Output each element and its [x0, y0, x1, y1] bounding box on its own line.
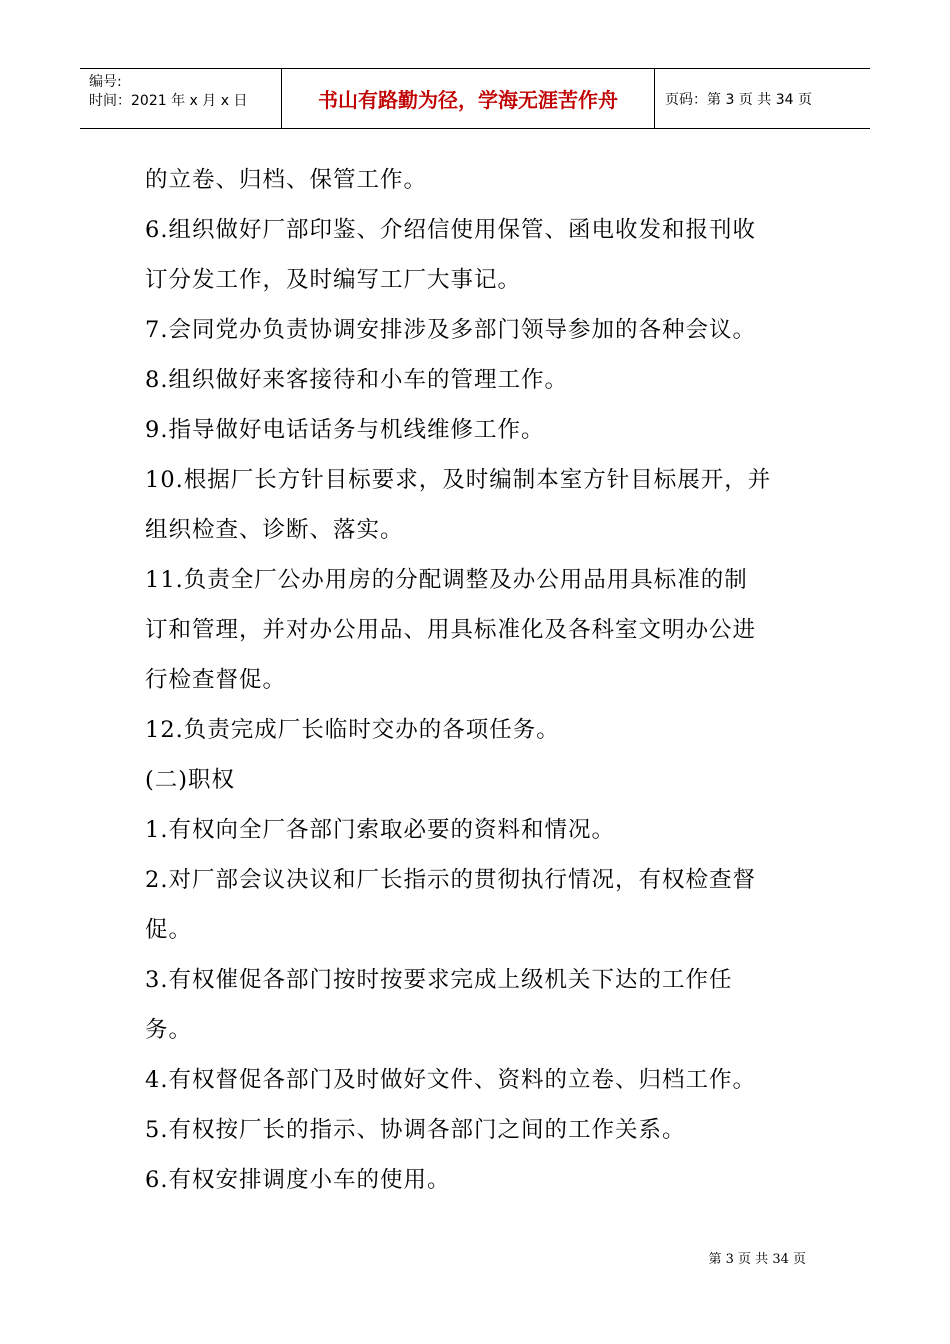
body-line: 务。 [145, 1017, 193, 1043]
body-line: 的立卷、归档、保管工作。 [145, 167, 428, 193]
body-line: 4.有权督促各部门及时做好文件、资料的立卷、归档工作。 [145, 1067, 756, 1093]
body-line: 11.负责全厂公办用房的分配调整及办公用品用具标准的制 [145, 567, 748, 593]
body-line: 1.有权向全厂各部门索取必要的资料和情况。 [145, 817, 615, 843]
section-heading: (二)职权 [145, 767, 236, 793]
document-date: 时间：2021 年 x 月 x 日 [89, 93, 248, 109]
header-meta [80, 69, 282, 128]
body-line: 5.有权按厂长的指示、协调各部门之间的工作关系。 [145, 1117, 686, 1143]
body-line: 6.有权安排调度小车的使用。 [145, 1167, 451, 1193]
body-line: 2.对厂部会议决议和厂长指示的贯彻执行情况，有权检查督 [145, 867, 756, 893]
page-footer: 第 3 页 共 34 页 [708, 1252, 806, 1267]
body-line: 7.会同党办负责协调安排涉及多部门领导参加的各种会议。 [145, 317, 756, 343]
body-line: 组织检查、诊断、落实。 [145, 517, 404, 543]
body-line: 订和管理，并对办公用品、用具标准化及各科室文明办公进 [145, 617, 757, 643]
body-line: 10.根据厂长方针目标要求，及时编制本室方针目标展开，并 [145, 467, 772, 493]
document-number: 编号: [89, 74, 122, 90]
page-header [80, 68, 870, 129]
document-body [145, 155, 825, 1205]
body-line: 行检查督促。 [145, 667, 287, 693]
body-line: 9.指导做好电话话务与机线维修工作。 [145, 417, 545, 443]
header-motto: 书山有路勤为径，学海无涯苦作舟 [282, 69, 655, 128]
header-page-number: 页码：第 3 页 共 34 页 [665, 91, 812, 108]
body-line: 6.组织做好厂部印鉴、介绍信使用保管、函电收发和报刊收 [145, 217, 756, 243]
body-line: 8.组织做好来客接待和小车的管理工作。 [145, 367, 568, 393]
body-line: 订分发工作，及时编写工厂大事记。 [145, 267, 522, 293]
body-line: 12.负责完成厂长临时交办的各项任务。 [145, 717, 560, 743]
body-line: 3.有权催促各部门按时按要求完成上级机关下达的工作任 [145, 967, 733, 993]
body-line: 促。 [145, 917, 193, 943]
